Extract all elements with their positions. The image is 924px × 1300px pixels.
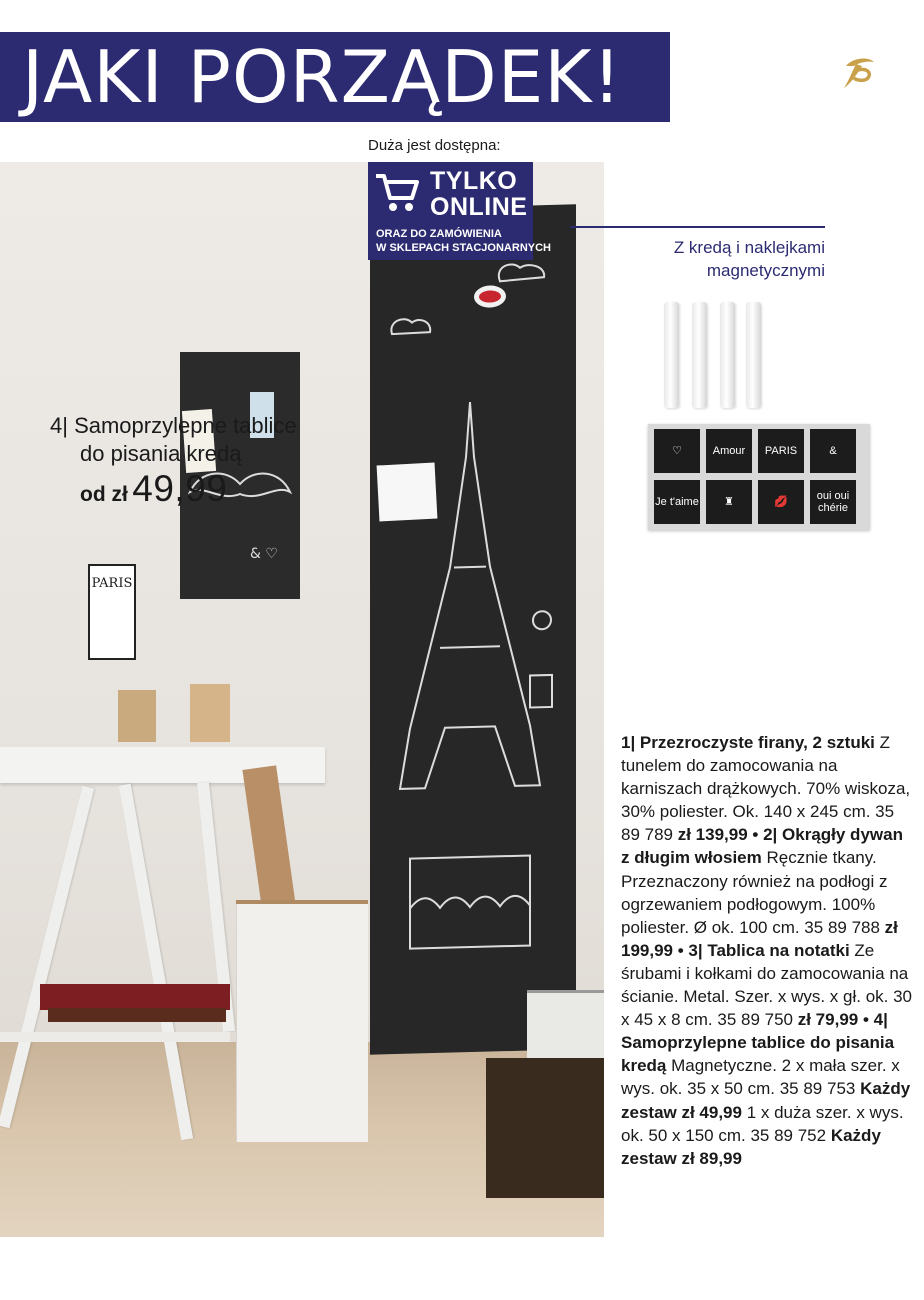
magnet-tile: ♡ [654,429,700,473]
accessory-caption [620,236,825,282]
tchibo-logo-icon[interactable] [838,52,878,92]
online-badge-sub1: ORAZ DO ZAMÓWIENIA [376,228,502,240]
header-banner [0,32,670,122]
product-description [621,731,916,1170]
page-title: JAKI PORZĄDEK! [22,35,623,119]
availability-note: Duża jest dostępna: [368,137,501,154]
pencil-cup [118,690,156,742]
online-badge-line1: TYLKO [430,167,518,195]
online-only-badge [368,162,551,260]
magnet-tile: Amour [706,429,752,473]
number-block [190,684,230,742]
product-3-title: 3| Tablica na notatki [688,940,850,960]
product-photo [0,162,604,1237]
wooden-trunk [486,1058,604,1198]
product-2-price: zł 199,99 [621,917,898,960]
magnet-note [377,463,438,522]
chalk-sticks [658,302,768,412]
separator: • [858,1010,874,1030]
large-chalkboard [370,204,576,1054]
magnet-tile: ♜ [706,480,752,524]
product-2-title: 2| Okrągły dywan z długim włosiem [621,825,903,868]
accessory-caption-line2: magnetycznymi [706,261,825,280]
product-4-price-small: Każdy zestaw zł 49,99 [621,1079,911,1122]
magnet-sheet [648,424,870,530]
magnet-tile: Je t'aime [654,480,700,524]
paris-frame [88,564,136,660]
product-4-title: 4| Samoprzylepne tablice do pisania kredą [621,1010,895,1076]
chalk-stick [692,302,707,408]
accessory-caption-line1: Z kredą i naklejkami [673,238,825,257]
photo-price [80,468,227,510]
online-badge-sub2: W SKLEPACH STACJONARNYCH [376,242,551,254]
product-4-price-large: Każdy zestaw zł 89,99 [621,1125,881,1168]
shopping-cart-icon [374,170,420,214]
product-4-text-large: 1 x duża szer. x wys. ok. 50 x 150 cm. 35 89 752 [621,1102,904,1145]
accent-line [570,226,825,228]
online-badge-line2: ONLINE [430,193,528,221]
chalk-stick [664,302,679,408]
product-4-text: Magnetyczne. 2 x mała szer. x wys. ok. 35 x 50 cm. 35 89 753 [621,1056,900,1099]
magnet-tile: 💋 [758,480,804,524]
svg-text:& ♡: & ♡ [250,546,278,562]
desk-shelf [0,1032,230,1042]
eiffel-tower-drawing-icon [370,204,576,1054]
product-1-title: 1| Przezroczyste firany, 2 sztuki [621,733,875,752]
paper-bag [236,904,368,1142]
product-1-price: zł 139,99 [677,825,748,845]
chalk-stick [746,302,761,408]
separator: • [747,825,764,845]
separator: • [673,940,689,960]
photo-label-line2: do pisania kredą [80,441,242,466]
magnet-tile: oui oui chérie [810,480,856,524]
photo-product-label [50,412,297,468]
product-1-text: Z tunelem do zamocowania na karniszach drążkowych. 70% wiskoza, 30% poliester. Ok. 140 x 245 cm. 35 89 789 [621,733,911,845]
chalk-stick [720,302,735,408]
magnet-tile: & [810,429,856,473]
photo-label-line1: 4| Samoprzylepne tablice [50,413,297,438]
product-2-text: Ręcznie tkany. Przeznaczony również na podłogi z ogrzewaniem podłogowym. 100% poliester. Ø ok. 100 cm. 35 89 788 [621,848,888,937]
product-3-price: zł 79,99 [797,1010,859,1030]
price-prefix: od zł [80,483,128,506]
poster-roll [242,765,295,908]
brown-book [48,1008,226,1022]
red-book [40,984,230,1010]
paris-frame-text: PARIS [91,576,133,591]
product-3-text: Ze śrubami i kołkami do zamocowania na ścianie. Metal. Szer. x wys. x gł. ok. 30 x 45 x 8 cm. 35 89 750 [621,940,913,1030]
magnet-tile: PARIS [758,429,804,473]
price-value: 49,99 [132,468,228,509]
